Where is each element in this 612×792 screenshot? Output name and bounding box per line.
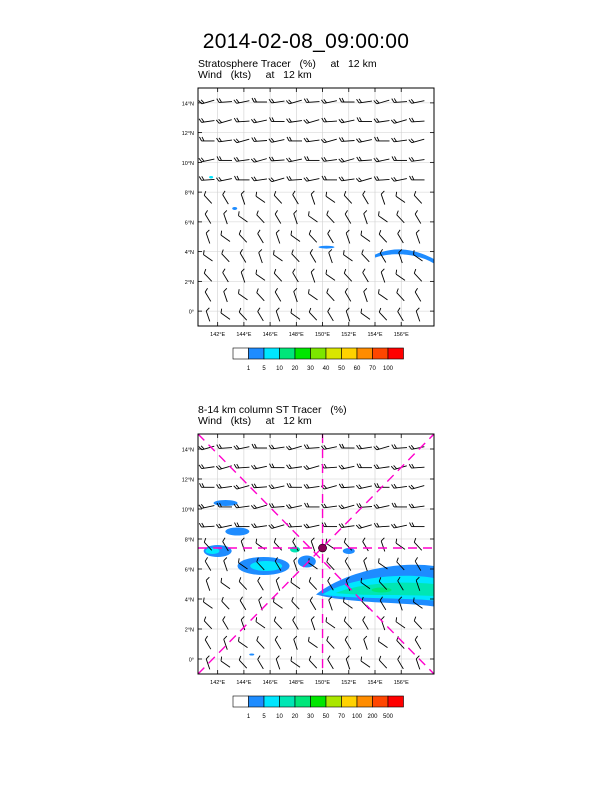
colorbar-box	[357, 696, 373, 707]
tracer-patch	[249, 654, 254, 656]
tracer-patch	[209, 176, 213, 178]
colorbar-label: 30	[307, 366, 314, 372]
lat-label: 10°N	[181, 507, 194, 514]
tracer-patch	[225, 528, 249, 536]
lon-label: 156°E	[393, 332, 409, 338]
lat-label: 10°N	[181, 160, 194, 167]
center-marker	[319, 544, 327, 552]
colorbar-box	[264, 696, 280, 707]
lon-label: 150°E	[315, 332, 331, 338]
colorbar-box	[373, 696, 389, 707]
lon-label: 156°E	[393, 680, 409, 686]
colorbar-box	[249, 348, 265, 359]
tracer-patch	[205, 548, 219, 554]
colorbar-label: 1	[246, 366, 251, 372]
colorbar-label: 40	[322, 366, 330, 372]
lon-label: 148°E	[288, 680, 304, 686]
colorbar-label: 20	[291, 714, 299, 720]
panel1-map	[170, 84, 440, 344]
colorbar-box	[295, 696, 311, 707]
panel2-map	[170, 430, 440, 692]
lat-label: 6°N	[184, 567, 194, 574]
colorbar-box	[249, 696, 265, 707]
tracer-patch	[318, 246, 334, 249]
colorbar-label: 50	[322, 714, 330, 720]
lat-label: 0°	[188, 309, 194, 316]
panel1-colorbar	[225, 346, 405, 378]
lat-label: 14°N	[181, 447, 194, 454]
colorbar-label: 5	[262, 714, 266, 720]
panel1-wind-label: Wind (kts) at 12 km	[198, 69, 312, 81]
colorbar-label: 10	[276, 714, 283, 720]
colorbar-label: 70	[338, 714, 345, 720]
lon-label: 144°E	[236, 332, 252, 338]
colorbar-label: 50	[338, 366, 345, 372]
lon-label: 150°E	[315, 680, 331, 686]
colorbar-box	[326, 348, 342, 359]
colorbar-box	[280, 348, 296, 359]
tracer-patch	[343, 548, 355, 554]
page-title: 2014-02-08_09:00:00	[202, 30, 410, 53]
lon-label: 154°E	[367, 332, 383, 338]
lat-label: 0°	[188, 657, 194, 664]
lon-label: 152°E	[341, 680, 357, 686]
lat-label: 6°N	[184, 220, 194, 227]
lon-label: 146°E	[262, 332, 278, 338]
panel2-field-label: 8-14 km column ST Tracer (%)	[198, 404, 347, 416]
tracer-patch	[232, 207, 237, 210]
colorbar-label: 1	[246, 714, 251, 720]
colorbar-box	[342, 696, 358, 707]
colorbar-label: 10	[276, 366, 283, 372]
lat-label: 14°N	[181, 101, 194, 108]
lon-label: 142°E	[210, 680, 226, 686]
colorbar-box	[233, 348, 249, 359]
lon-label: 146°E	[262, 680, 278, 686]
tracer-core	[372, 588, 392, 593]
lat-label: 8°N	[184, 537, 194, 544]
lon-label: 148°E	[288, 332, 304, 338]
colorbar-label: 20	[291, 366, 299, 372]
lon-label: 154°E	[367, 680, 383, 686]
colorbar-box	[373, 348, 389, 359]
lon-label: 144°E	[236, 680, 252, 686]
map-background	[198, 88, 434, 326]
lat-label: 4°N	[184, 597, 194, 604]
colorbar-label: 100	[382, 366, 394, 372]
colorbar-box	[388, 348, 404, 359]
lat-label: 8°N	[184, 190, 194, 197]
lat-label: 2°N	[184, 627, 194, 634]
colorbar-box	[280, 696, 296, 707]
colorbar-box	[295, 348, 311, 359]
tracer-patch	[250, 561, 282, 571]
lon-label: 152°E	[341, 332, 357, 338]
colorbar-box	[311, 348, 327, 359]
colorbar-label: 500	[382, 714, 394, 720]
colorbar-box	[342, 348, 358, 359]
colorbar-box	[326, 696, 342, 707]
colorbar-label: 200	[367, 714, 378, 720]
colorbar-box	[311, 696, 327, 707]
lat-label: 4°N	[184, 250, 194, 257]
panel2-wind-label: Wind (kts) at 12 km	[198, 415, 312, 427]
lat-label: 12°N	[181, 131, 194, 138]
lon-label: 142°E	[210, 332, 226, 338]
panel2-colorbar	[225, 694, 405, 726]
colorbar-label: 100	[351, 714, 363, 720]
colorbar-label: 5	[262, 366, 266, 372]
colorbar-label: 70	[369, 366, 376, 372]
panel1-field-label: Stratosphere Tracer (%) at 12 km	[198, 58, 377, 70]
lat-label: 2°N	[184, 279, 194, 286]
colorbar-box	[357, 348, 373, 359]
lat-label: 12°N	[181, 477, 194, 484]
colorbar-label: 30	[307, 714, 314, 720]
colorbar-box	[264, 348, 280, 359]
colorbar-box	[233, 696, 249, 707]
colorbar-label: 60	[353, 366, 361, 372]
colorbar-box	[388, 696, 404, 707]
